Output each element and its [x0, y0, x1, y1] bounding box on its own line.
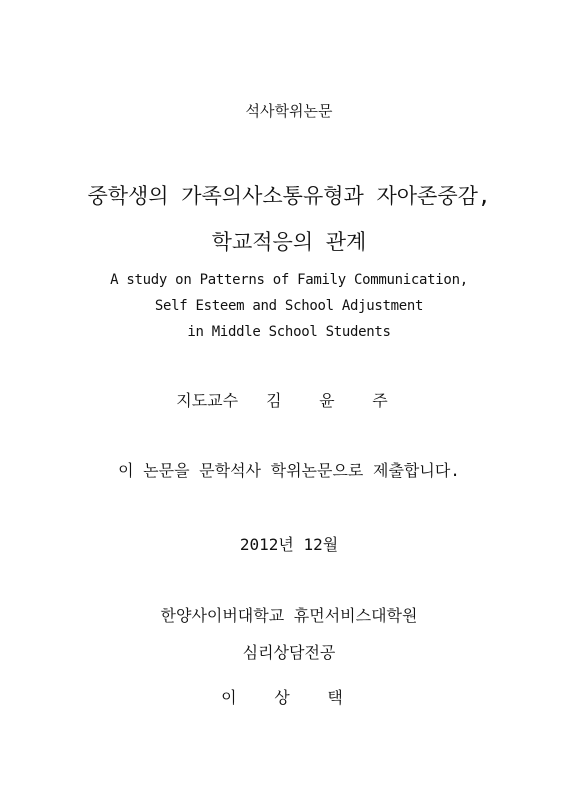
english-title-line-2: Self Esteem and School Adjustment: [154, 298, 424, 314]
submission-statement: 이 논문을 문학석사 학위논문으로 제출합니다.: [118, 461, 460, 480]
advisor-name: 김 윤 주: [266, 391, 402, 410]
advisor-line: [0, 388, 578, 411]
english-title-line-3: in Middle School Students: [187, 324, 391, 340]
korean-title-line-1: 중학생의 가족의사소통유형과 자아존중감,: [87, 184, 491, 208]
degree-label: 석사학위논문: [245, 102, 333, 120]
school-name: 한양사이버대학교 휴먼서비스대학원: [160, 606, 418, 625]
major-name: 심리상담전공: [242, 643, 336, 662]
submission-date: 2012년 12월: [239, 535, 339, 554]
author-name: 이 상 택: [221, 688, 357, 707]
korean-title-line-2: 학교적응의 관계: [211, 230, 367, 254]
advisor-role: 지도교수: [176, 391, 239, 410]
english-title-line-1: A study on Patterns of Family Communication,: [110, 272, 468, 288]
